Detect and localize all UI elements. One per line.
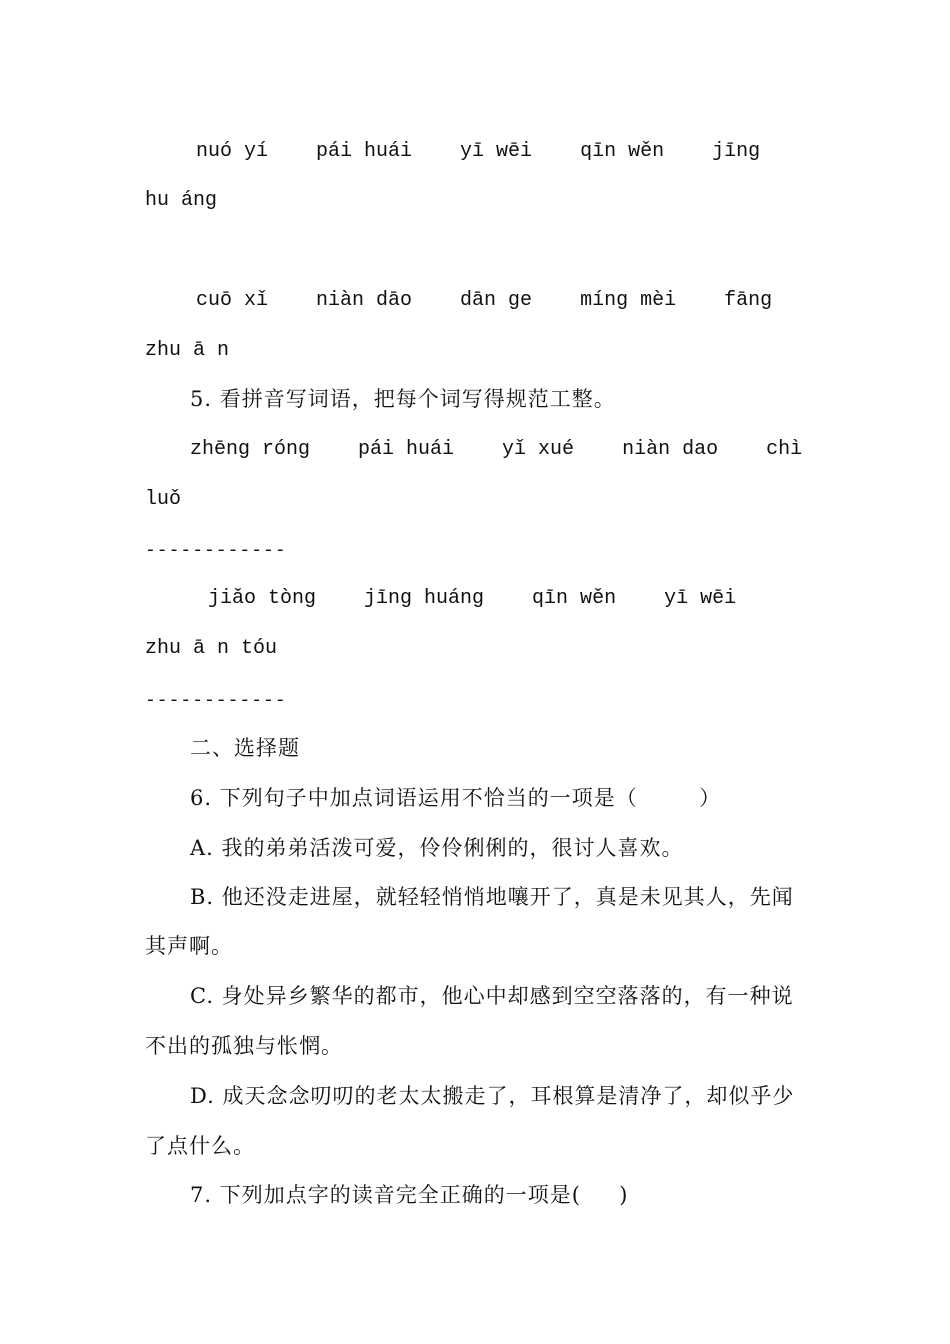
pinyin-row-4: jiǎo tòng jīng huáng qīn wěn yī wēi: [208, 587, 737, 610]
answer-blank-line: ------------: [145, 691, 287, 711]
option-b: B. 他还没走进屋，就轻轻悄悄地嚷开了，真是未见其人，先闻: [190, 885, 794, 909]
option-d-wrap: 了点什么。: [145, 1134, 255, 1158]
option-a: A. 我的弟弟活泼可爱，伶伶俐俐的，很讨人喜欢。: [190, 836, 684, 860]
pinyin-row-4-wrap: zhu ā n tóu: [145, 637, 278, 660]
pinyin-row-3: zhēng róng pái huái yǐ xué niàn dao chì: [190, 438, 803, 461]
option-d: D. 成天念念叨叨的老太太搬走了，耳根算是清净了，却似乎少: [190, 1084, 795, 1108]
question-7: 7. 下列加点字的读音完全正确的一项是( ): [190, 1183, 629, 1207]
pinyin-row-2: cuō xǐ niàn dāo dān ge míng mèi fāng: [196, 289, 773, 312]
answer-blank-line: ------------: [145, 541, 287, 561]
question-5: 5. 看拼音写词语，把每个词写得规范工整。: [190, 387, 616, 411]
question-6: 6. 下列句子中加点词语运用不恰当的一项是（ ）: [190, 786, 722, 810]
section-heading: 二、选择题: [190, 736, 300, 760]
pinyin-row-3-wrap: luǒ: [145, 488, 182, 511]
option-c: C. 身处异乡繁华的都市，他心中却感到空空落落的，有一种说: [190, 984, 794, 1008]
option-c-wrap: 不出的孤独与怅惘。: [145, 1034, 343, 1058]
pinyin-row-1: nuó yí pái huái yī wēi qīn wěn jīng: [196, 140, 761, 163]
pinyin-row-1-wrap: hu áng: [145, 189, 218, 212]
option-b-wrap: 其声啊。: [145, 934, 233, 958]
pinyin-row-2-wrap: zhu ā n: [145, 339, 230, 362]
